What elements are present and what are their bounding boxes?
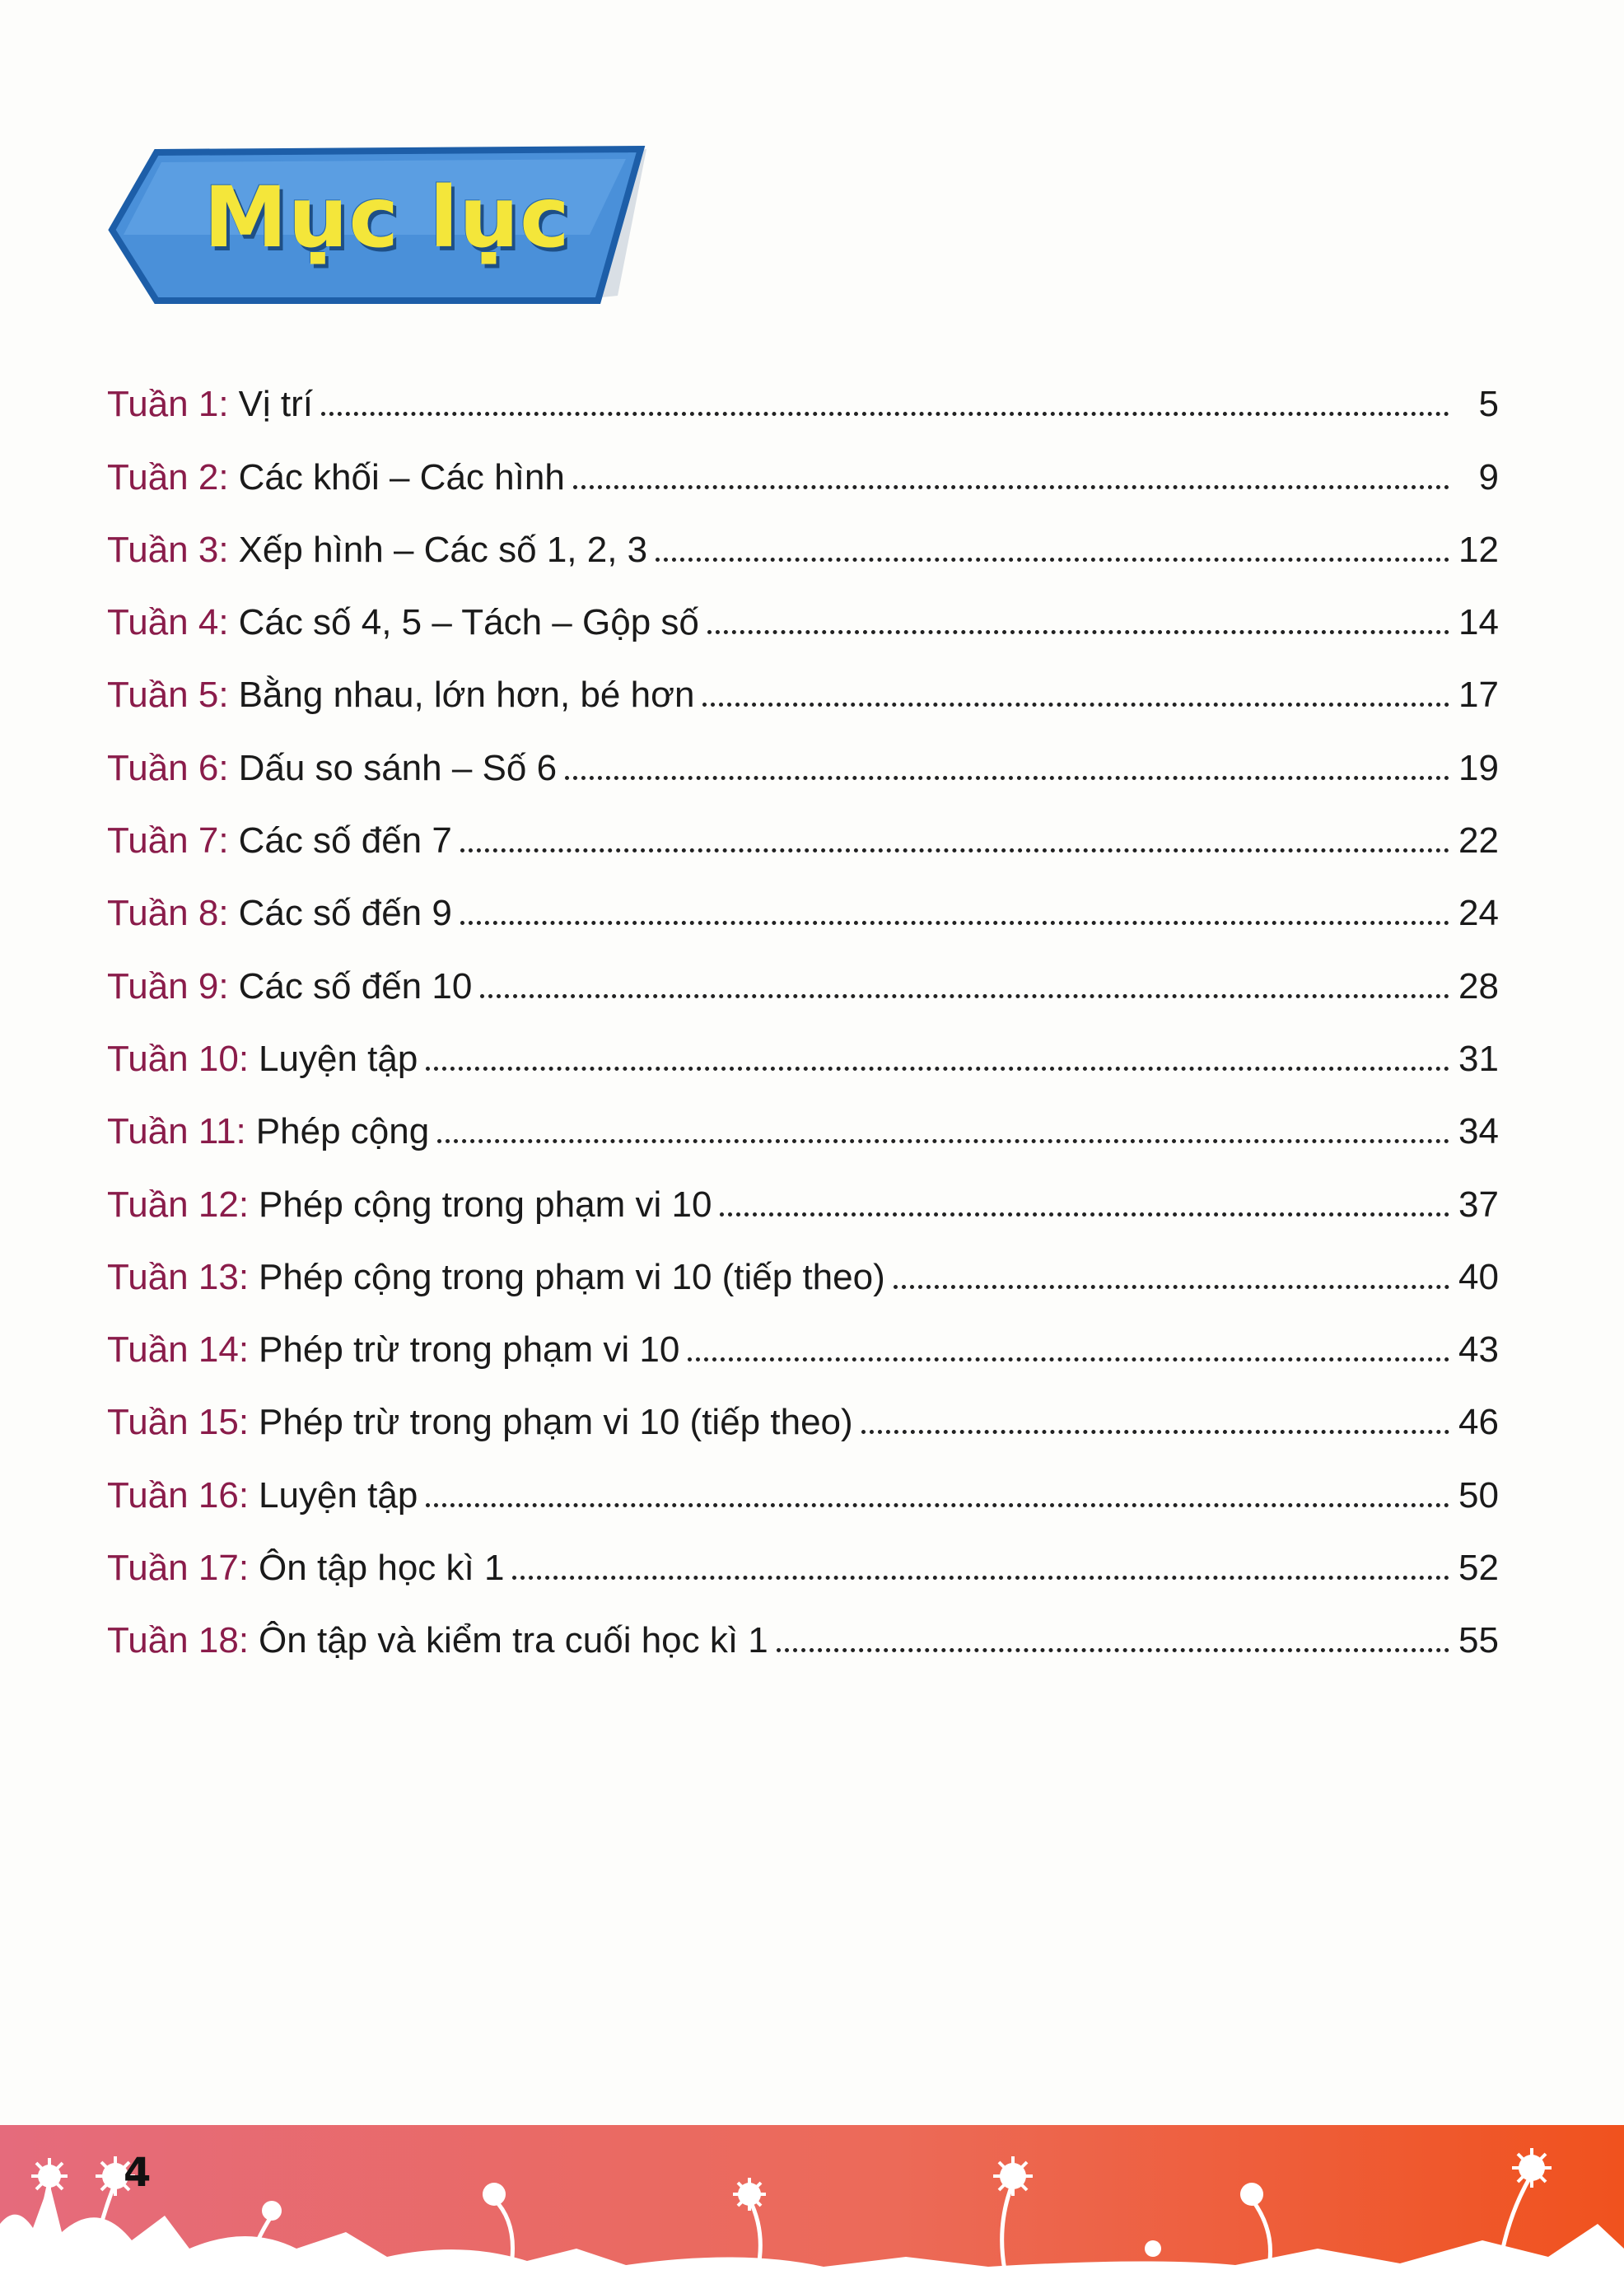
toc-page-number: 52 [1458, 1548, 1499, 1589]
dot-leader [688, 1357, 1449, 1362]
toc-week-label: Tuần 4: [107, 602, 229, 643]
toc-page-number: 9 [1478, 456, 1499, 497]
dot-leader [707, 630, 1449, 634]
toc-page-number: 5 [1478, 384, 1499, 425]
toc-page-number: 50 [1458, 1474, 1499, 1516]
toc-page-number: 12 [1458, 529, 1499, 570]
toc-page-number: 46 [1458, 1402, 1499, 1443]
toc-entry [107, 859, 1499, 932]
flower-meadow-icon [0, 2125, 1624, 2270]
toc-entry-title: Ôn tập học kì 1 [259, 1548, 505, 1589]
toc-entry [107, 1150, 1499, 1225]
toc-entry-title: Xếp hình – Các số 1, 2, 3 [238, 529, 648, 570]
footer-decoration [0, 2125, 1624, 2270]
toc-entry [107, 641, 1499, 716]
toc-entry [107, 1441, 1499, 1516]
toc-week-label: Tuần 12: [107, 1184, 250, 1225]
dot-leader [777, 1648, 1449, 1652]
dot-leader [480, 994, 1449, 998]
dot-leader [656, 558, 1449, 562]
toc-entry [107, 568, 1499, 641]
toc-entry [107, 1223, 1499, 1296]
toc-entry-title: Các số đến 7 [238, 820, 452, 862]
toc-week-label: Tuần 8: [107, 893, 229, 934]
toc-entry [107, 496, 1499, 568]
toc-week-label: Tuần 1: [107, 384, 229, 425]
title-banner [107, 144, 651, 309]
dot-leader [426, 1503, 1449, 1507]
dot-leader [460, 848, 1449, 852]
toc-week-label: Tuần 7: [107, 820, 229, 862]
dot-leader [720, 1212, 1449, 1217]
toc-week-label: Tuần 16: [107, 1474, 250, 1516]
toc-page-number: 19 [1458, 747, 1499, 788]
toc-entry-title: Các khối – Các hình [238, 456, 565, 497]
toc-page-number: 43 [1458, 1329, 1499, 1371]
toc-page-number: 40 [1458, 1256, 1499, 1297]
toc-entry-title: Vị trí [238, 384, 314, 425]
toc-entry-title: Phép cộng [255, 1111, 430, 1152]
toc-entry-title: Luyện tập [259, 1038, 418, 1079]
toc-week-label: Tuần 17: [107, 1548, 250, 1589]
dot-leader [321, 412, 1449, 416]
toc-week-label: Tuần 5: [107, 675, 229, 716]
toc-entry-title: Luyện tập [259, 1474, 418, 1516]
toc-entry-title: Các số đến 10 [238, 965, 473, 1007]
toc-week-label: Tuần 11: [107, 1111, 246, 1152]
toc-page-number: 55 [1458, 1620, 1499, 1661]
toc-entry [107, 1296, 1499, 1371]
toc-page-number: 14 [1458, 602, 1499, 643]
toc-entry [107, 932, 1499, 1007]
toc-page-number: 31 [1458, 1038, 1499, 1079]
toc-entry [107, 1077, 1499, 1150]
toc-entry-title: Ôn tập và kiểm tra cuối học kì 1 [259, 1620, 768, 1661]
toc-week-label: Tuần 10: [107, 1038, 250, 1079]
dot-leader [460, 921, 1449, 925]
toc-entry [107, 423, 1499, 495]
toc-entry [107, 1005, 1499, 1077]
toc-week-label: Tuần 14: [107, 1329, 250, 1371]
toc-entry-title: Các số 4, 5 – Tách – Gộp số [238, 602, 699, 643]
toc-week-label: Tuần 6: [107, 747, 229, 788]
toc-entry-title: Bằng nhau, lớn hơn, bé hơn [238, 675, 695, 716]
toc-entry-title: Phép trừ trong phạm vi 10 (tiếp theo) [259, 1402, 853, 1443]
table-of-contents [107, 350, 1499, 1659]
toc-entry-title: Các số đến 9 [238, 893, 452, 934]
toc-entry [107, 787, 1499, 862]
dot-leader [702, 703, 1449, 707]
dot-leader [573, 485, 1449, 489]
toc-page-number: 17 [1458, 675, 1499, 716]
toc-entry [107, 713, 1499, 786]
toc-entry-title: Phép cộng trong phạm vi 10 [259, 1184, 712, 1225]
toc-entry-title: Phép trừ trong phạm vi 10 [259, 1329, 680, 1371]
toc-entry [107, 1586, 1499, 1659]
toc-entry [107, 350, 1499, 423]
dot-leader [861, 1430, 1449, 1434]
toc-page-number: 22 [1458, 820, 1499, 862]
toc-entry-title: Dấu so sánh – Số 6 [238, 747, 558, 788]
dot-leader [512, 1576, 1449, 1580]
toc-week-label: Tuần 2: [107, 456, 229, 497]
toc-page-number: 24 [1458, 893, 1499, 934]
dot-leader [426, 1067, 1449, 1071]
dot-leader [565, 776, 1449, 780]
page-title: Mục lục [203, 168, 571, 267]
toc-week-label: Tuần 18: [107, 1620, 250, 1661]
toc-page-number: 37 [1458, 1184, 1499, 1225]
dot-leader [437, 1139, 1449, 1143]
toc-entry-title: Phép cộng trong phạm vi 10 (tiếp theo) [259, 1256, 885, 1297]
toc-week-label: Tuần 15: [107, 1402, 250, 1443]
toc-page-number: 34 [1458, 1111, 1499, 1152]
toc-page-number: 28 [1458, 965, 1499, 1007]
toc-entry [107, 1514, 1499, 1589]
toc-week-label: Tuần 9: [107, 965, 229, 1007]
toc-week-label: Tuần 13: [107, 1256, 250, 1297]
dot-leader [894, 1285, 1449, 1289]
toc-entry [107, 1368, 1499, 1441]
toc-week-label: Tuần 3: [107, 529, 229, 570]
page-number: 4 [124, 2150, 152, 2196]
